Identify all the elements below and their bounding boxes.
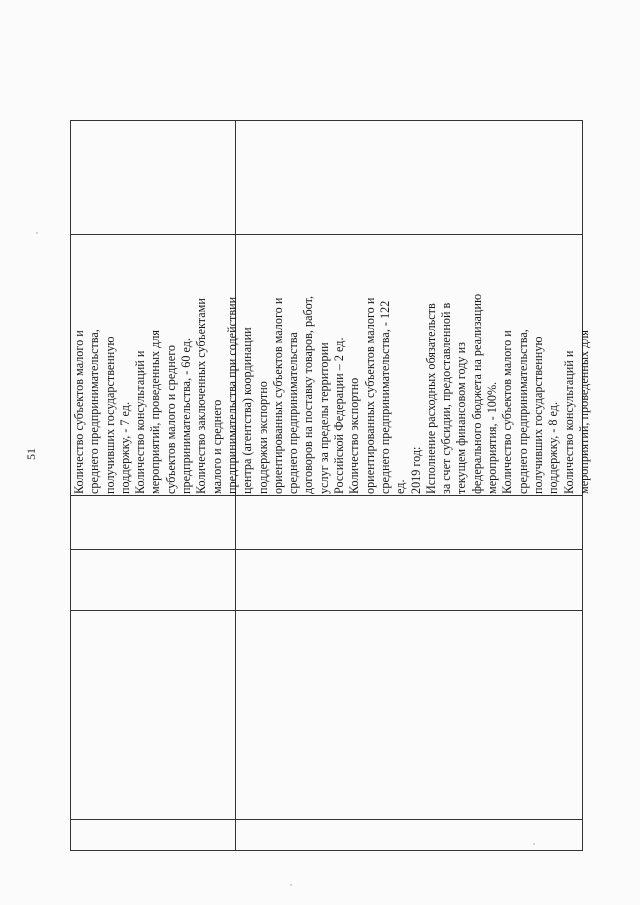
cell-text-line: среднего предпринимательства, xyxy=(515,329,530,494)
cell-text-line: предпринимательства при содействии xyxy=(224,296,239,494)
cell-text-line: Количество консультаций и xyxy=(133,350,148,494)
cell-text-line: центра (агентства) координации xyxy=(240,327,255,494)
cell-text-line: Количество субъектов малого и xyxy=(72,330,86,494)
cell-text-line: мероприятий, проведенных для xyxy=(148,329,163,494)
cell-text-line: договоров на поставку товаров, работ, xyxy=(301,295,316,494)
cell-text-line: ориентированных субъектов малого и xyxy=(362,297,377,494)
table-row-divider-4 xyxy=(71,610,582,611)
cell-text-line: малого и среднего xyxy=(209,399,224,494)
cell-text-line: ориентированных субъектов малого и xyxy=(270,297,285,494)
cell-text-line: среднего предпринимательства xyxy=(286,332,301,494)
cell-text-line: поддержку, - 8 ед. xyxy=(546,401,561,494)
page-number: 51 xyxy=(24,448,38,460)
cell-text-line: Количество консультаций и xyxy=(561,350,576,494)
cell-text-line: ед. xyxy=(393,479,408,494)
cell-text-line: Количество экспортно xyxy=(347,377,362,494)
cell-text-line: поддержки экспортно xyxy=(255,381,270,494)
cell-text-line: Количество субъектов малого и xyxy=(500,330,515,494)
scan-speck xyxy=(290,884,292,886)
cell-text-line: за счет субсидии, предоставленной в xyxy=(439,302,454,494)
cell-text-line: поддержку, - 7 ед. xyxy=(117,401,132,494)
cell-text-line: получивших государственную xyxy=(102,336,117,494)
cell-text-line: предпринимательства, - 60 ед. xyxy=(179,337,194,494)
cell-text-line: текущем финансовом году из xyxy=(454,342,469,494)
scan-speck xyxy=(533,843,535,845)
table-cell-indicators xyxy=(72,234,591,494)
cell-text-line: мероприятия, - 100%. xyxy=(485,381,500,494)
table-row-divider-3 xyxy=(71,549,582,550)
cell-text-line: услуг за пределы территории xyxy=(316,342,331,494)
cell-text-line: федерального бюджета на реализацию xyxy=(469,293,484,494)
cell-text-line: получивших государственную xyxy=(530,336,545,494)
cell-text-line: Количество заключенных субъектами xyxy=(194,298,209,494)
cell-text-line: мероприятий, проведенных для xyxy=(576,329,591,494)
cell-text-line: Российской Федерации – 2 ед. xyxy=(332,337,347,494)
cell-text-line: 2019 год: xyxy=(408,446,423,494)
cell-text-line: Исполнение расходных обязательств xyxy=(423,303,438,494)
cell-text-block xyxy=(72,242,591,494)
table-row-divider-2 xyxy=(71,495,582,496)
cell-text-line: среднего предпринимательства, xyxy=(87,329,102,494)
cell-text-line: среднего предпринимательства, - 122 xyxy=(377,300,392,494)
cell-text-line: субъектов малого и среднего xyxy=(163,344,178,494)
scan-speck xyxy=(36,232,38,234)
table-row-divider-5 xyxy=(71,819,582,820)
